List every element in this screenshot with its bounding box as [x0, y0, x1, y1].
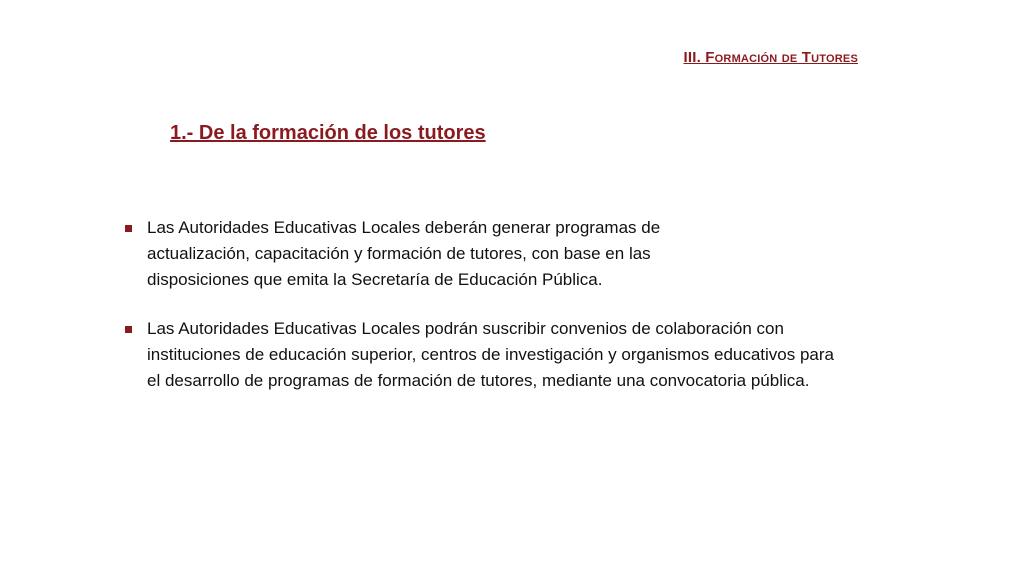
section-header: III. Formación de Tutores [683, 49, 858, 66]
bullet-text: Las Autoridades Educativas Locales deberán generar programas de actualización, capacitación y formación de tutores, con base en las disposiciones que emita la Secretaría de Educación Pública. [147, 218, 661, 289]
slide-title: 1.- De la formación de los tutores [170, 122, 486, 144]
bullet-item [122, 215, 842, 293]
bullet-item [122, 316, 842, 394]
square-bullet-icon [125, 326, 132, 333]
bullet-text: Las Autoridades Educativas Locales podrán suscribir convenios de colaboración con instituciones de educación superior, centros de investigación y organismos educativos para el desarrollo de programas de formación de tutores, mediante una convocatoria pública. [147, 319, 835, 390]
bullet-list [122, 215, 842, 417]
square-bullet-icon [125, 225, 132, 232]
